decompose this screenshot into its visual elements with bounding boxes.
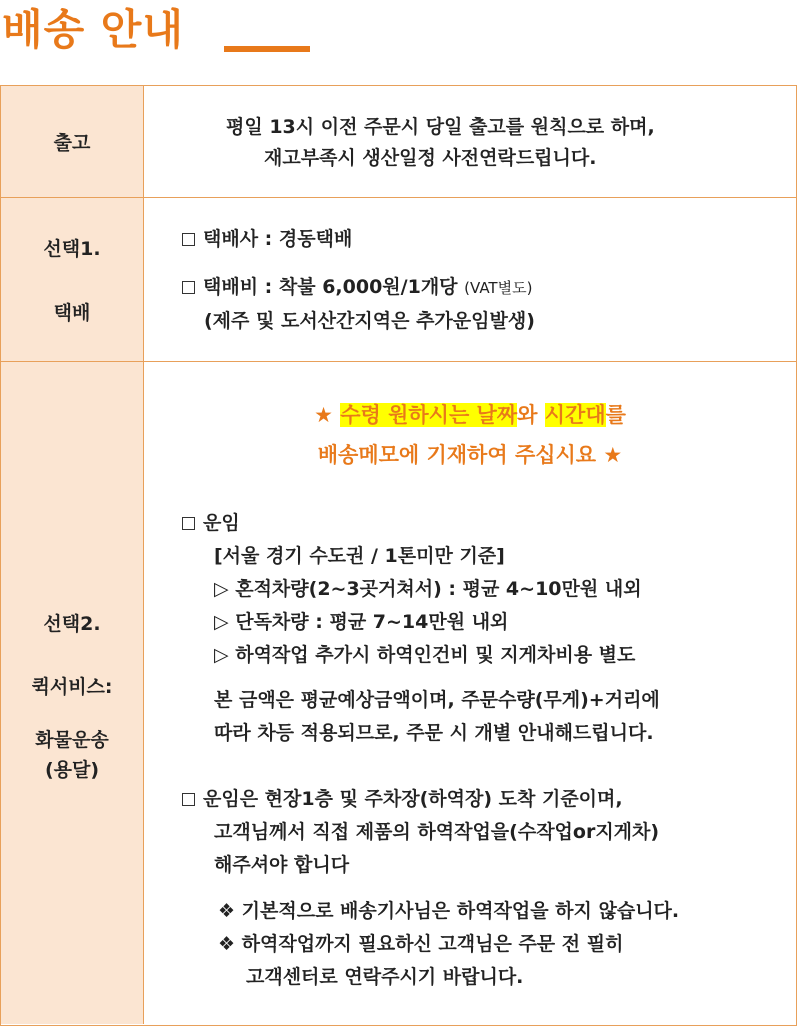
fare-note-2: 따라 차등 적용되므로, 주문 시 개별 안내해드립니다. — [214, 722, 654, 744]
label-release — [1, 86, 144, 197]
checkbox-icon — [182, 793, 195, 806]
row-release — [1, 86, 796, 198]
tip-1: ❖ 기본적으로 배송기사님은 하역작업을 하지 않습니다. — [218, 900, 680, 922]
fare-item-1: ▷ 혼적차량(2~3곳거쳐서) : 평균 4~10만원 내외 — [214, 578, 642, 600]
unload-line-2: 고객님께서 직접 제품의 하역작업을(수작업or지게차) — [214, 821, 660, 843]
page-title: 배송 안내 — [2, 5, 184, 54]
content-release — [144, 86, 796, 197]
title-underline — [224, 46, 310, 52]
release-line-1: 평일 13시 이전 주문시 당일 출고를 원칙으로 하며, — [226, 116, 655, 138]
courier-company-text: 택배사 : 경동택배 — [203, 228, 353, 250]
courier-company — [182, 226, 352, 252]
notice-highlight-time: 시간대 — [544, 403, 606, 427]
release-line-2: 재고부족시 생산일정 사전연락드립니다. — [264, 147, 597, 169]
checkbox-icon — [182, 233, 195, 246]
fare-note-1: 본 금액은 평균예상금액이며, 주문수량(무게)+거리에 — [214, 689, 660, 711]
notice-text-end: 를 — [605, 403, 626, 427]
label-courier-line2: 택배 — [53, 302, 91, 324]
row-quick — [1, 362, 796, 1024]
checkbox-icon — [182, 281, 195, 294]
label-quick-line2: 퀵서비스: — [31, 676, 113, 698]
label-quick-line1: 선택2. — [43, 613, 101, 635]
notice-line-1 — [144, 402, 796, 428]
notice-text-and: 와 — [517, 403, 545, 427]
notice-line-2: 배송메모에 기재하여 주십시요 ★ — [317, 443, 623, 467]
label-quick — [1, 362, 144, 1024]
label-release-text: 출고 — [53, 132, 91, 154]
fare-title-text: 운임 — [203, 512, 240, 534]
checkbox-icon — [182, 517, 195, 530]
unload-line-1 — [182, 786, 623, 812]
shipping-info-table — [0, 85, 797, 1026]
fare-basis: [서울 경기 수도권 / 1톤미만 기준] — [214, 545, 505, 567]
fare-item-2: ▷ 단독차량 : 평균 7~14만원 내외 — [214, 611, 509, 633]
courier-fee-text: 택배비 : 착불 6,000원/1개당 — [203, 276, 458, 298]
content-quick — [144, 362, 796, 1024]
label-courier — [1, 198, 144, 361]
courier-fee-note: (제주 및 도서산간지역은 추가운임발생) — [204, 310, 535, 332]
content-courier — [144, 198, 796, 361]
row-courier — [1, 198, 796, 362]
star-icon: ★ — [314, 403, 333, 427]
courier-fee — [182, 274, 532, 301]
tip-3: 고객센터로 연락주시기 바랍니다. — [246, 966, 524, 988]
unload-line-1-text: 운임은 현장1층 및 주차장(하역장) 도착 기준이며, — [203, 788, 623, 810]
unload-line-3: 해주셔야 합니다 — [214, 854, 350, 876]
notice-highlight-date: 수령 원하시는 날짜 — [340, 403, 518, 427]
fare-title — [182, 510, 240, 536]
label-quick-line3: 화물운송 — [35, 729, 109, 751]
label-courier-line1: 선택1. — [43, 238, 101, 260]
courier-fee-vat: (VAT별도) — [464, 279, 533, 297]
tip-2: ❖ 하역작업까지 필요하신 고객님은 주문 전 필히 — [218, 933, 624, 955]
fare-item-3: ▷ 하역작업 추가시 하역인건비 및 지게차비용 별도 — [214, 644, 636, 666]
label-quick-line4: (용달) — [44, 759, 100, 781]
